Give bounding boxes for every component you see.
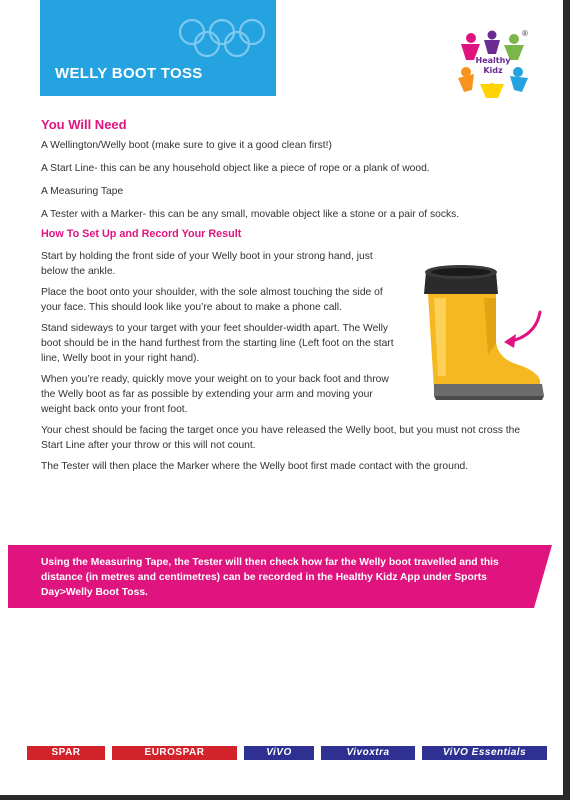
eurospar-logo: EUROSPAR [112,746,237,760]
instruction-step: Start by holding the front side of your Welly boot in your strong hand, just below the ankle. [41,251,373,277]
equipment-item: A Tester with a Marker- this can be any small, movable object like a stone or a pair of socks. [41,209,460,220]
olympic-rings-icon [176,16,268,60]
page-title: WELLY BOOT TOSS [55,65,203,82]
welly-boot-illustration [404,258,552,403]
svg-text:Kidz: Kidz [483,66,503,75]
sponsor-strip [27,746,547,760]
equipment-list [41,139,521,222]
you-will-need-heading: You Will Need [41,117,127,132]
registered-mark: ® [522,29,528,38]
healthy-kidz-logo [458,30,528,98]
title-banner [40,0,276,96]
banner-text: Using the Measuring Tape, the Tester will then check how far the Welly boot travelled and this distance (in metres and centimetres) can be recorded in the Healthy Kidz App under Sports Day>Welly Boot Toss. [41,557,499,598]
vivoxtra-logo: Vivoxtra [321,746,415,760]
spar-logo: SPAR [27,746,105,760]
vivo-essentials-logo: ViVO Essentials [422,746,547,760]
instruction-step: Your chest should be facing the target once you have released the Welly boot, but you must not cross the Start Line after your throw or this will not count. [41,425,521,451]
instruction-step: Place the boot onto your shoulder, with the sole almost touching the side of your face. This should look like you’re about to make a phone call. [41,287,383,313]
svg-text:Healthy: Healthy [475,56,511,65]
setup-heading: How To Set Up and Record Your Result [41,228,242,240]
vivo-logo: ViVO [244,746,314,760]
equipment-item: A Start Line- this can be any household object like a piece of rope or a plank of wood. [41,163,430,174]
instruction-step: The Tester will then place the Marker where the Welly boot first made contact with the ground. [41,461,469,472]
instruction-step: Stand sideways to your target with your feet shoulder-width apart. The Welly boot should be in the hand furthest from the starting line (Left foot on the start line, Welly boot in your right hand). [41,323,394,364]
record-result-banner [8,545,552,608]
equipment-item: A Wellington/Welly boot (make sure to give it a good clean first!) [41,140,332,151]
equipment-item: A Measuring Tape [41,186,124,197]
instruction-step: When you’re ready, quickly move your weight on to your back foot and throw the Welly boot as far as possible by extending your arm and moving your weight back onto your front foot. [41,374,389,415]
